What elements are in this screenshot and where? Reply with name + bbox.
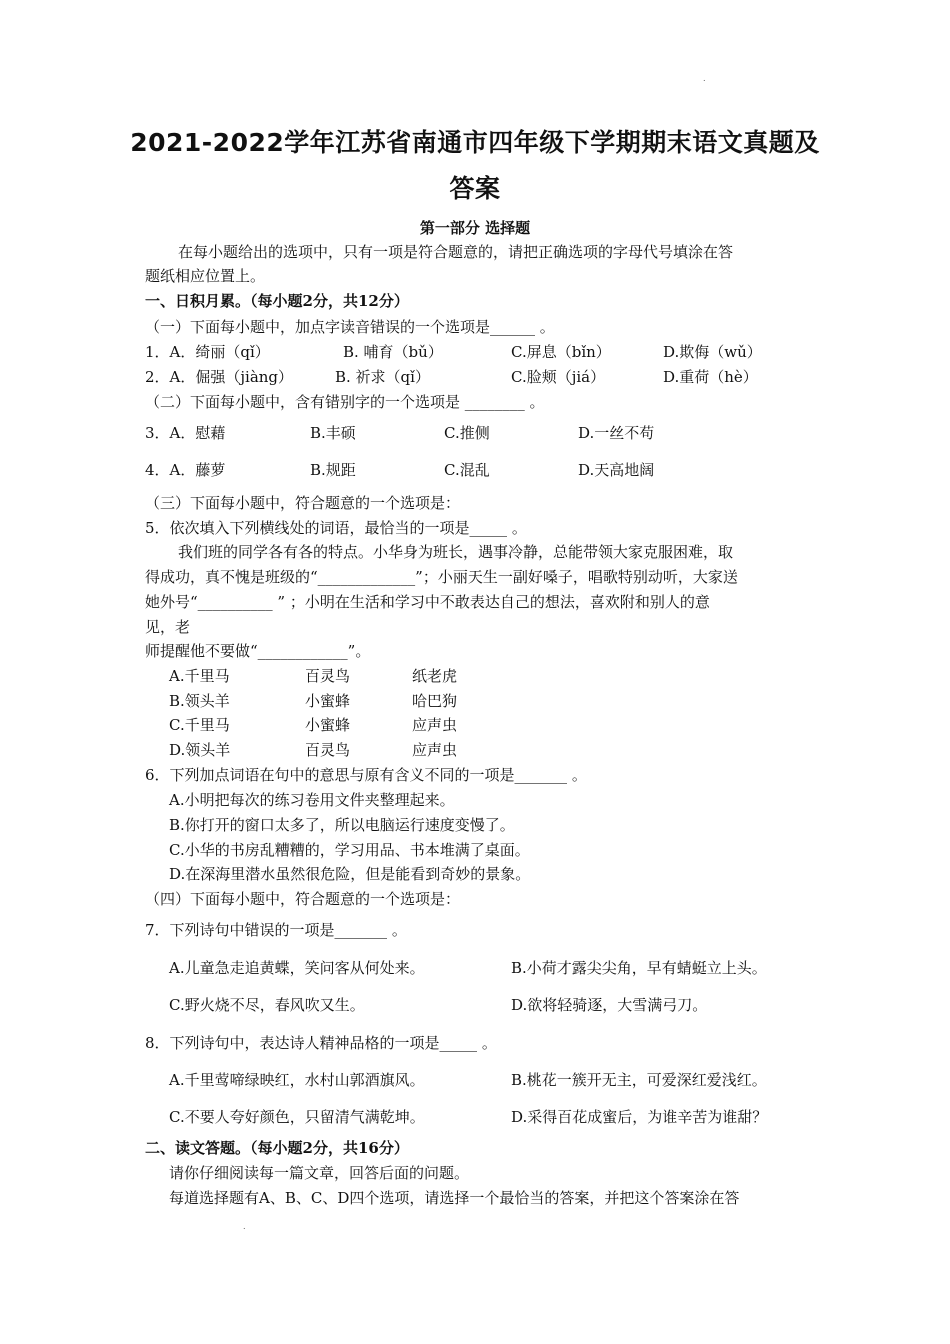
option-d-word-3: 应声虫 bbox=[412, 741, 458, 759]
passage-line: 见，老 bbox=[145, 618, 191, 636]
question-8-option-c: C.不要人夸好颜色，只留清气满乾坤。 bbox=[169, 1108, 425, 1126]
passage-line: 我们班的同学各有各的特点。小华身为班长，遇事冷静，总能带领大家克服困难，取 bbox=[178, 543, 734, 561]
question-4-option-d: D.天高地阔 bbox=[578, 461, 655, 479]
question-3-option-d: D.一丝不苟 bbox=[578, 424, 655, 442]
page-title-line-2: 答案 bbox=[449, 174, 501, 203]
question-1-option-d: D.欺侮（wǔ） bbox=[663, 343, 762, 361]
group-four-prompt: （四）下面每小题中，符合题意的一个选项是： bbox=[145, 890, 461, 908]
question-6-option-d: D.在深海里潜水虽然很危险，但是能看到奇妙的景象。 bbox=[169, 865, 531, 883]
question-3-option-c: C.推侧 bbox=[444, 424, 490, 442]
page-bottom-mark: . bbox=[243, 1222, 246, 1231]
option-a-word-2: 百灵鸟 bbox=[305, 667, 351, 685]
question-6-stem: 6．下列加点词语在句中的意思与原有含义不同的一项是_______ 。 bbox=[145, 766, 587, 784]
question-6-option-b: B.你打开的窗口太多了，所以电脑运行速度变慢了。 bbox=[169, 816, 515, 834]
question-4-option-a: 4．A．藤萝 bbox=[145, 461, 226, 479]
question-7-option-c: C.野火烧不尽，春风吹又生。 bbox=[169, 996, 365, 1014]
question-8-option-a: A.千里莺啼绿映红，水村山郭酒旗风。 bbox=[169, 1071, 425, 1089]
option-b-word-2: 小蜜蜂 bbox=[305, 692, 351, 710]
group-two-prompt: （二）下面每小题中，含有错别字的一个选项是 ________ 。 bbox=[145, 393, 545, 411]
question-3-option-a: 3．A．慰藉 bbox=[145, 424, 226, 442]
question-2-option-c: C.脸颊（jiá） bbox=[511, 368, 606, 386]
option-c-word-3: 应声虫 bbox=[412, 716, 458, 734]
option-b-word-3: 哈巴狗 bbox=[412, 692, 458, 710]
page-title-line-1: 2021-2022学年江苏省南通市四年级下学期期末语文真题及 bbox=[130, 128, 820, 157]
question-5-stem: 5．依次填入下列横线处的词语，最恰当的一项是_____ 。 bbox=[145, 519, 527, 537]
question-2-option-b: B. 祈求（qǐ） bbox=[335, 368, 430, 386]
question-1-option-b: B. 哺育（bǔ） bbox=[343, 343, 443, 361]
part-one-instruction: 在每小题给出的选项中，只有一项是符合题意的，请把正确选项的字母代号填涂在答 bbox=[178, 243, 734, 261]
passage-line: 她外号“__________ ” ；小明在生活和学习中不敢表达自己的想法，喜欢附和别人的意 bbox=[145, 593, 710, 611]
option-a-word-3: 纸老虎 bbox=[412, 667, 458, 685]
question-8-option-b: B.桃花一簇开无主，可爱深红爱浅红。 bbox=[511, 1071, 767, 1089]
group-one-prompt: （一）下面每小题中，加点字读音错误的一个选项是______ 。 bbox=[145, 318, 555, 336]
question-8-stem: 8．下列诗句中，表达诗人精神品格的一项是_____ 。 bbox=[145, 1034, 497, 1052]
option-c-word-1: C.千里马 bbox=[169, 716, 230, 734]
passage-line: 得成功，真不愧是班级的“_____________”；小丽天生一副好嗓子，唱歌特别动听，大家送 bbox=[145, 568, 738, 586]
page-top-mark: . bbox=[703, 74, 706, 83]
option-d-word-2: 百灵鸟 bbox=[305, 741, 351, 759]
question-8-option-d: D.采得百花成蜜后，为谁辛苦为谁甜？ bbox=[511, 1108, 768, 1126]
part-one-instruction-cont: 题纸相应位置上。 bbox=[145, 267, 266, 285]
question-7-option-d: D.欲将轻骑逐，大雪满弓刀。 bbox=[511, 996, 708, 1014]
option-c-word-2: 小蜜蜂 bbox=[305, 716, 351, 734]
question-4-option-c: C.混乱 bbox=[444, 461, 490, 479]
section-two-heading: 二、读文答题。（每小题2分，共16分） bbox=[145, 1139, 409, 1157]
option-d-word-1: D.领头羊 bbox=[169, 741, 231, 759]
question-7-stem: 7．下列诗句中错误的一项是_______ 。 bbox=[145, 921, 407, 939]
section-one-heading: 一、日积月累。（每小题2分，共12分） bbox=[145, 292, 409, 310]
question-1-option-c: C.屏息（bǐn） bbox=[511, 343, 611, 361]
section-two-instruction: 请你仔细阅读每一篇文章，回答后面的问题。 bbox=[169, 1164, 470, 1182]
question-3-option-b: B.丰硕 bbox=[310, 424, 356, 442]
question-6-option-c: C.小华的书房乱糟糟的，学习用品、书本堆满了桌面。 bbox=[169, 841, 530, 859]
part-one-heading: 第一部分 选择题 bbox=[419, 219, 531, 237]
question-2-option-d: D.重荷（hè） bbox=[663, 368, 758, 386]
group-three-prompt: （三）下面每小题中，符合题意的一个选项是： bbox=[145, 494, 461, 512]
question-6-option-a: A.小明把每次的练习卷用文件夹整理起来。 bbox=[169, 791, 455, 809]
passage-line: 师提醒他不要做“____________”。 bbox=[145, 642, 371, 660]
question-4-option-b: B.规距 bbox=[310, 461, 356, 479]
question-2-option-a: 2．A．倔强（jiàng） bbox=[145, 368, 294, 386]
option-a-word-1: A.千里马 bbox=[169, 667, 230, 685]
section-two-instruction-2: 每道选择题有A、B、C、D四个选项，请选择一个最恰当的答案，并把这个答案涂在答 bbox=[169, 1189, 740, 1207]
option-b-word-1: B.领头羊 bbox=[169, 692, 230, 710]
question-7-option-a: A.儿童急走追黄蝶，笑问客从何处来。 bbox=[169, 959, 425, 977]
question-1-option-a: 1．A．绮丽（qǐ） bbox=[145, 343, 270, 361]
question-7-option-b: B.小荷才露尖尖角，早有蜻蜓立上头。 bbox=[511, 959, 767, 977]
